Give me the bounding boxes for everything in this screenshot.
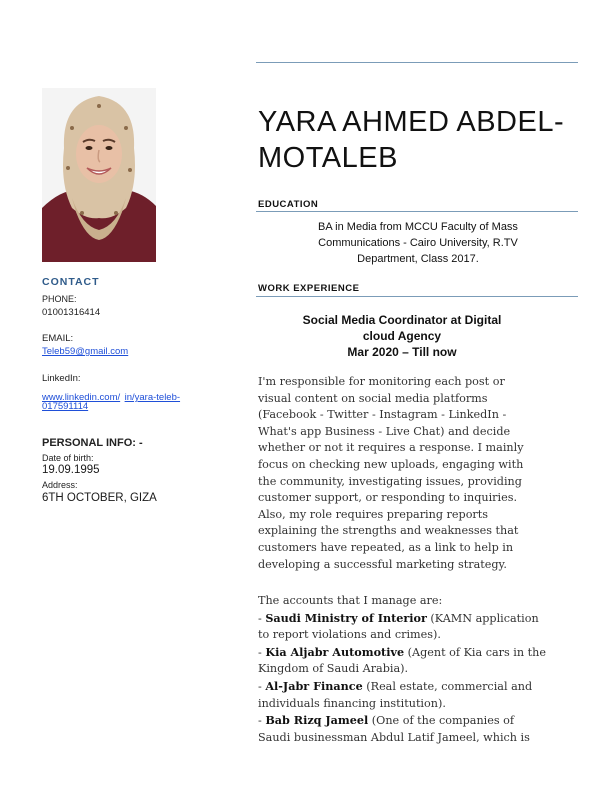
account-desc: (Agent of Kia cars in the	[404, 645, 546, 659]
work-experience-heading: WORK EXPERIENCE	[258, 283, 360, 294]
account-desc: (One of the companies of	[368, 714, 515, 728]
description-line: customer support, or responding to inquiries.	[258, 491, 518, 505]
description-line: focus on checking new uploads, engaging with	[258, 457, 524, 471]
job-dates: Mar 2020 – Till now	[347, 345, 457, 359]
job-title-line-2: cloud Agency	[362, 329, 442, 343]
description-line: developing a successful marketing strategy.	[258, 557, 507, 571]
description-line: (Facebook - Twitter - Instagram - LinkedIn -	[258, 408, 507, 422]
work-experience-divider	[256, 296, 578, 297]
account-desc-cont: individuals financing institution).	[258, 696, 446, 710]
description-line: visual content on social media platforms	[258, 391, 488, 405]
account-desc-cont: Saudi businessman Abdul Latif Jameel, which is	[258, 730, 530, 744]
phone-value: 01001316414	[42, 307, 101, 318]
contact-heading: CONTACT	[42, 276, 100, 288]
account-name: Al-Jabr Finance	[265, 678, 363, 693]
accounts-list	[258, 593, 578, 746]
account-desc: (KAMN application	[426, 611, 539, 625]
address-value: 6TH OCTOBER, GIZA	[42, 492, 157, 504]
dob-value: 19.09.1995	[42, 464, 100, 476]
account-item: - Kia Aljabr Automotive (Agent of Kia cars in the	[258, 644, 546, 659]
linkedin-link-part2[interactable]: in/yara-teleb-	[124, 392, 181, 403]
linkedin-link-part1[interactable]: www.linkedin.com/	[42, 392, 121, 403]
candidate-name	[258, 104, 578, 176]
account-desc-cont: to report violations and crimes).	[258, 628, 441, 642]
linkedin-link-part3[interactable]: 017591114	[42, 401, 89, 412]
description-line: the community, investigating issues, providing	[258, 474, 522, 488]
profile-photo	[42, 88, 156, 262]
address-label: Address:	[42, 480, 78, 490]
accounts-intro: The accounts that I manage are:	[258, 594, 443, 607]
name-line-2: MOTALEB	[258, 142, 398, 174]
profile-photo-illustration	[42, 88, 156, 262]
account-desc-cont: Kingdom of Saudi Arabia).	[258, 662, 409, 676]
account-item: - Bab Rizq Jameel (One of the companies of	[258, 713, 515, 728]
education-line-2: Communications - Cairo University, R.TV	[318, 237, 518, 249]
description-line: whether or not it requires a response. I mainly	[258, 441, 524, 455]
account-desc: (Real estate, commercial and	[362, 679, 533, 693]
job-description	[258, 374, 578, 573]
phone-label: PHONE:	[42, 294, 77, 304]
name-line-1: YARA AHMED ABDEL-	[258, 106, 565, 138]
account-item: - Saudi Ministry of Interior (KAMN application	[258, 610, 539, 625]
account-item: - Al-Jabr Finance (Real estate, commercial and	[258, 678, 533, 693]
linkedin-label: LinkedIn:	[42, 373, 81, 384]
education-heading: EDUCATION	[258, 199, 319, 210]
account-name: Bab Rizq Jameel	[265, 713, 369, 728]
education-line-1: BA in Media from MCCU Faculty of Mass	[318, 221, 518, 233]
job-title-block	[258, 312, 546, 360]
account-name: Kia Aljabr Automotive	[265, 644, 405, 659]
description-line: customers have repeated, as a link to help in	[258, 540, 514, 554]
description-line: I'm responsible for monitoring each post or	[258, 375, 505, 388]
account-name: Saudi Ministry of Interior	[265, 610, 427, 625]
education-details	[258, 219, 578, 267]
job-title-line-1: Social Media Coordinator at Digital	[302, 313, 502, 327]
description-line: Also, my role requires preparing reports	[258, 507, 489, 521]
personal-info-heading: PERSONAL INFO: -	[42, 437, 143, 449]
dob-label: Date of birth:	[42, 453, 94, 463]
education-divider	[256, 211, 578, 212]
email-link[interactable]: Teleb59@gmail.com	[42, 346, 129, 357]
email-label: EMAIL:	[42, 333, 74, 344]
education-line-3: Department, Class 2017.	[357, 253, 479, 265]
description-line: What's app Business - Live Chat) and decide	[258, 424, 511, 438]
description-line: explaining the strengths and weaknesses that	[258, 524, 519, 538]
top-divider	[256, 62, 578, 63]
